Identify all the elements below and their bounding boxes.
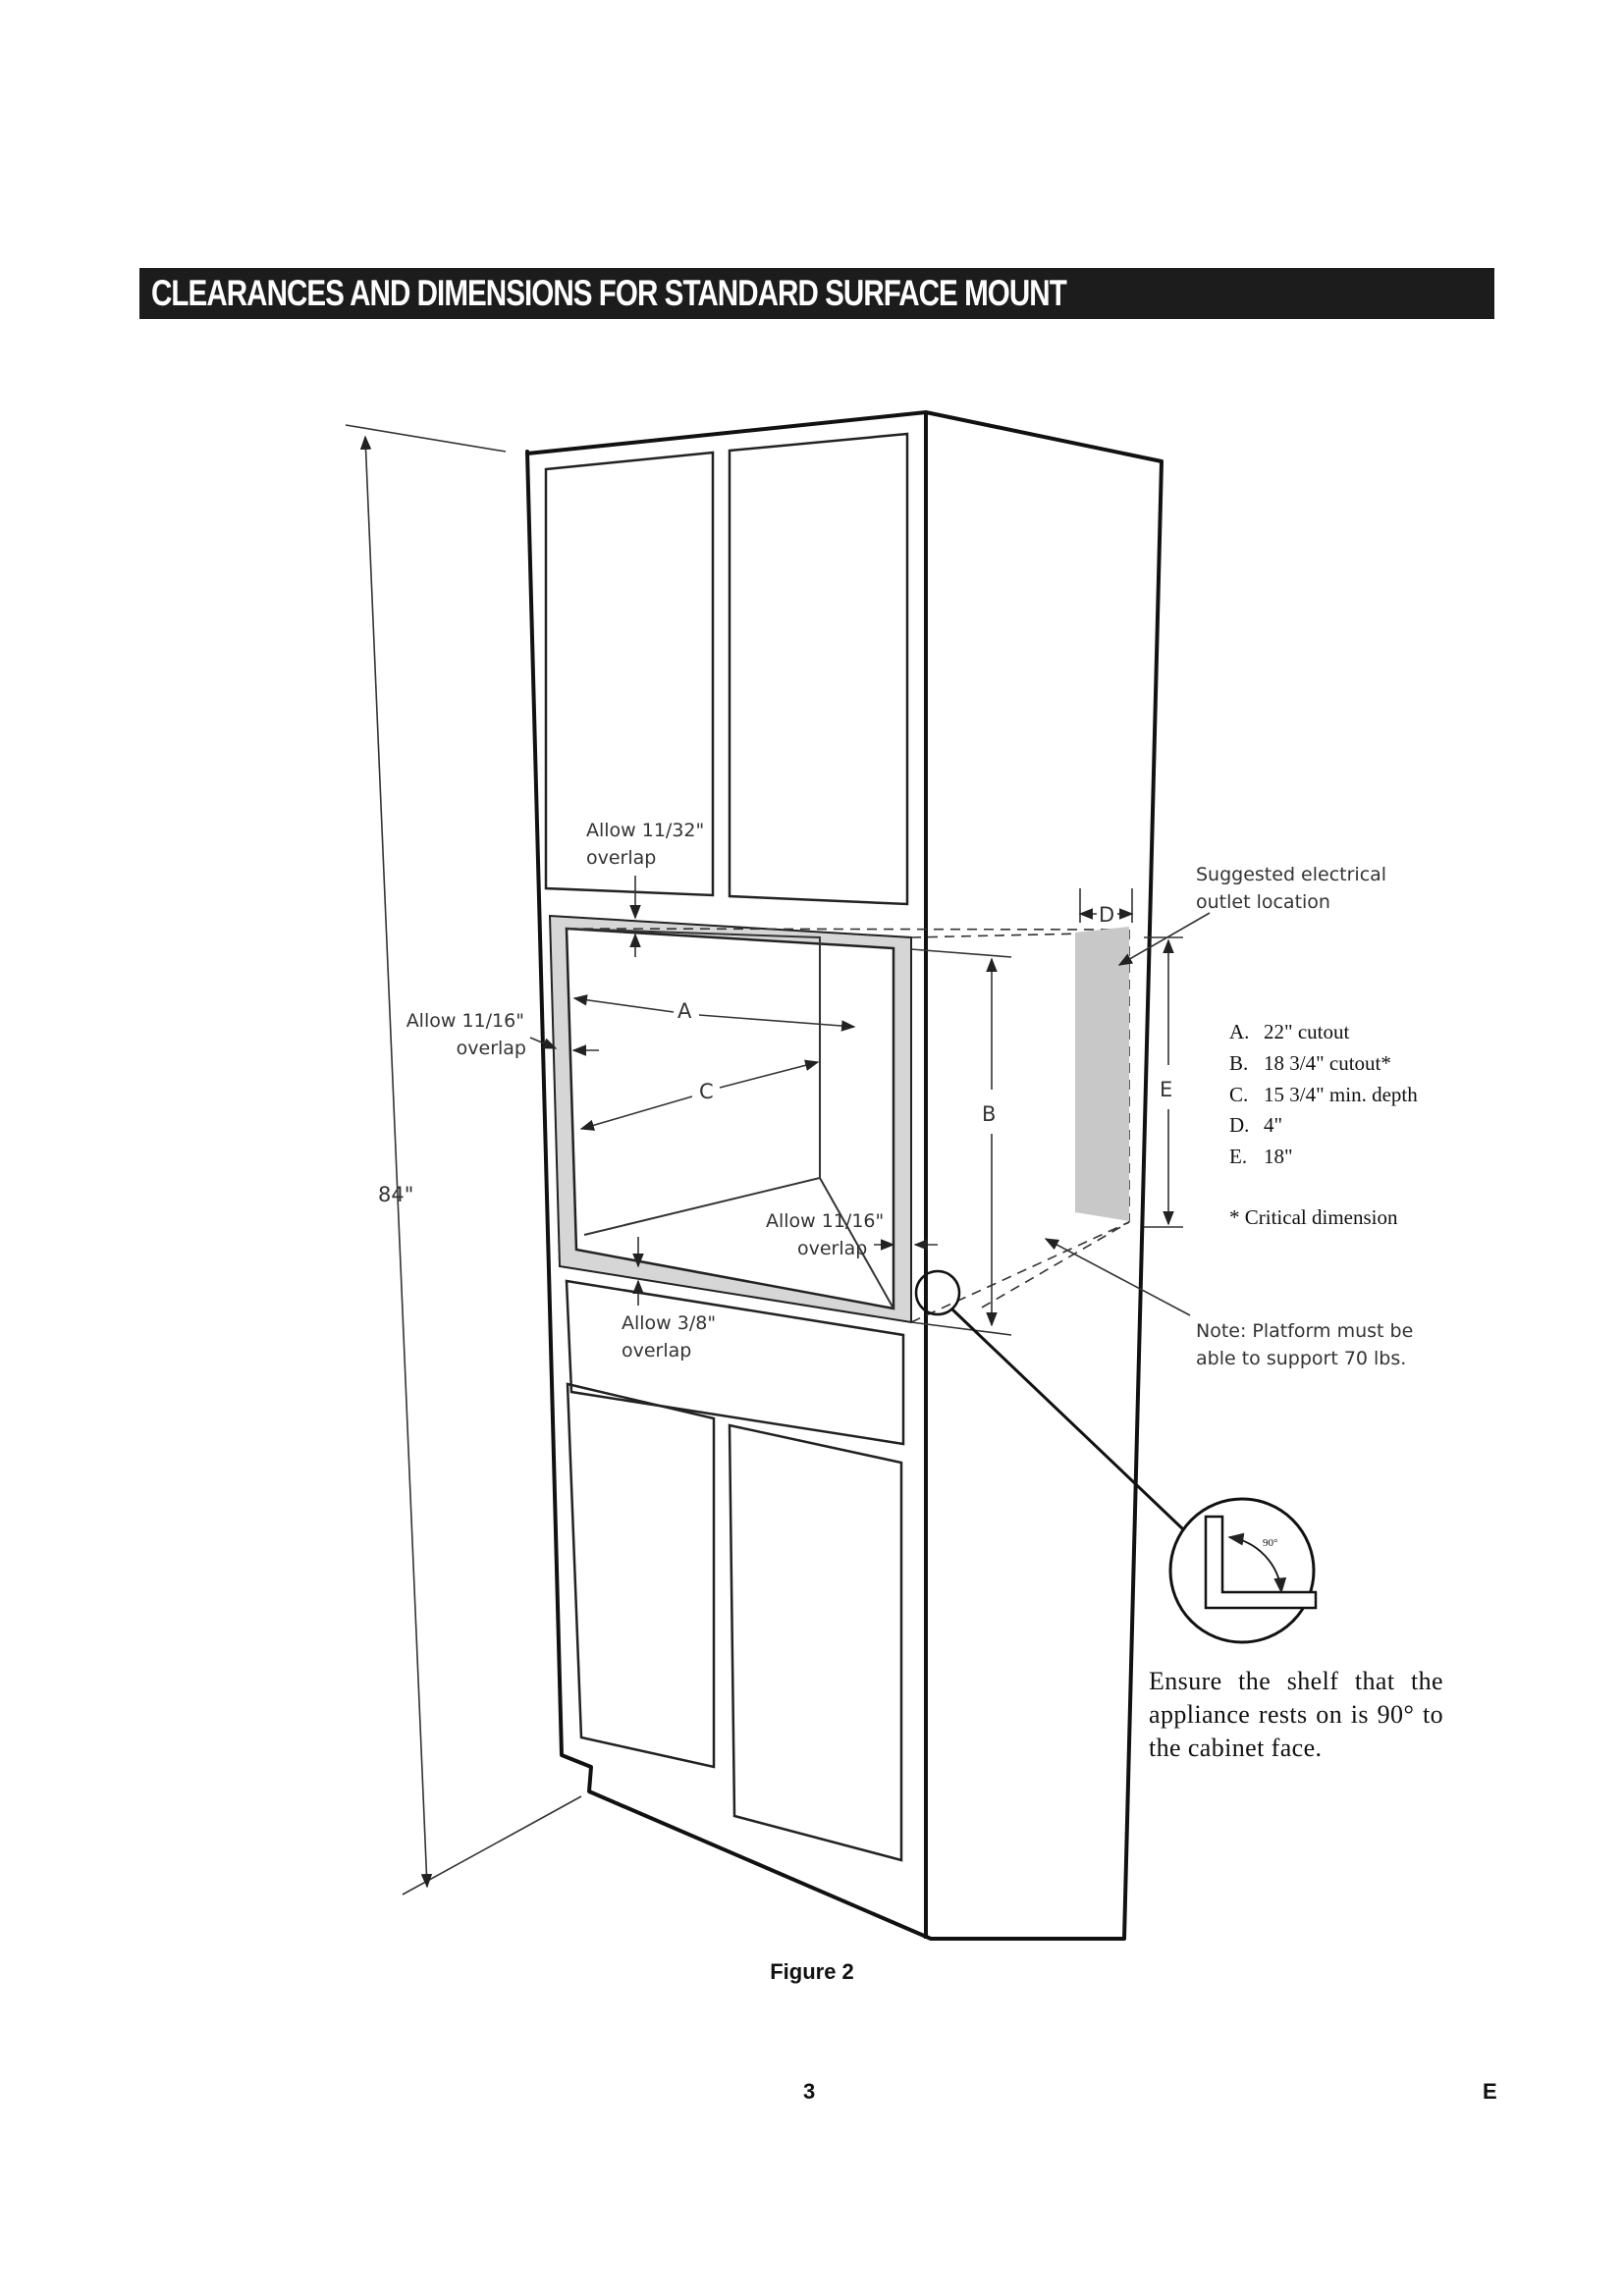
angle-label: 90° bbox=[1263, 1537, 1278, 1549]
figure-caption: Figure 2 bbox=[770, 1959, 854, 1984]
dimension-c-letter: C bbox=[699, 1080, 714, 1103]
svg-text:18 3/4" cutout*: 18 3/4" cutout* bbox=[1264, 1051, 1391, 1075]
svg-text:4": 4" bbox=[1264, 1113, 1283, 1137]
dimension-b-letter: B bbox=[982, 1102, 997, 1126]
top-overlap-label: Allow 11/32" overlap bbox=[586, 820, 705, 869]
svg-text:D.: D. bbox=[1229, 1113, 1250, 1137]
platform-note: Note: Platform must be able to support 70 lbs. bbox=[1196, 1320, 1414, 1369]
left-overlap-label: Allow 11/16" overlap bbox=[406, 1010, 526, 1059]
svg-text:22" cutout: 22" cutout bbox=[1264, 1020, 1350, 1043]
electrical-outlet-note: Suggested electrical outlet location bbox=[1196, 864, 1387, 913]
dimension-d-letter: D bbox=[1099, 903, 1115, 927]
bottom-overlap-label: Allow 3/8" overlap bbox=[622, 1312, 717, 1362]
svg-text:B.: B. bbox=[1229, 1051, 1249, 1075]
language-marker: E bbox=[1483, 2079, 1497, 2104]
section-title: CLEARANCES AND DIMENSIONS FOR STANDARD SURFACE MOUNT bbox=[151, 273, 1066, 313]
height-label: 84" bbox=[378, 1183, 414, 1206]
svg-text:18": 18" bbox=[1264, 1145, 1293, 1168]
dimension-e-letter: E bbox=[1160, 1078, 1173, 1101]
shelf-instruction: Ensure the shelf that the appliance rests on is 90° to the cabinet face. bbox=[1149, 1667, 1443, 1762]
dimension-a-letter: A bbox=[677, 999, 692, 1023]
dimensions-legend bbox=[1229, 1020, 1418, 1229]
right-overlap-label: Allow 11/16" overlap bbox=[766, 1210, 885, 1259]
svg-text:C.: C. bbox=[1229, 1083, 1249, 1106]
svg-text:15 3/4" min. depth: 15 3/4" min. depth bbox=[1264, 1083, 1418, 1106]
oven-cutout bbox=[550, 916, 911, 1322]
svg-text:A.: A. bbox=[1229, 1020, 1250, 1043]
svg-text:E.: E. bbox=[1229, 1145, 1248, 1168]
page-number: 3 bbox=[803, 2079, 816, 2104]
electrical-outlet-region bbox=[1075, 927, 1129, 1221]
svg-text:* Critical dimension: * Critical dimension bbox=[1229, 1205, 1398, 1229]
